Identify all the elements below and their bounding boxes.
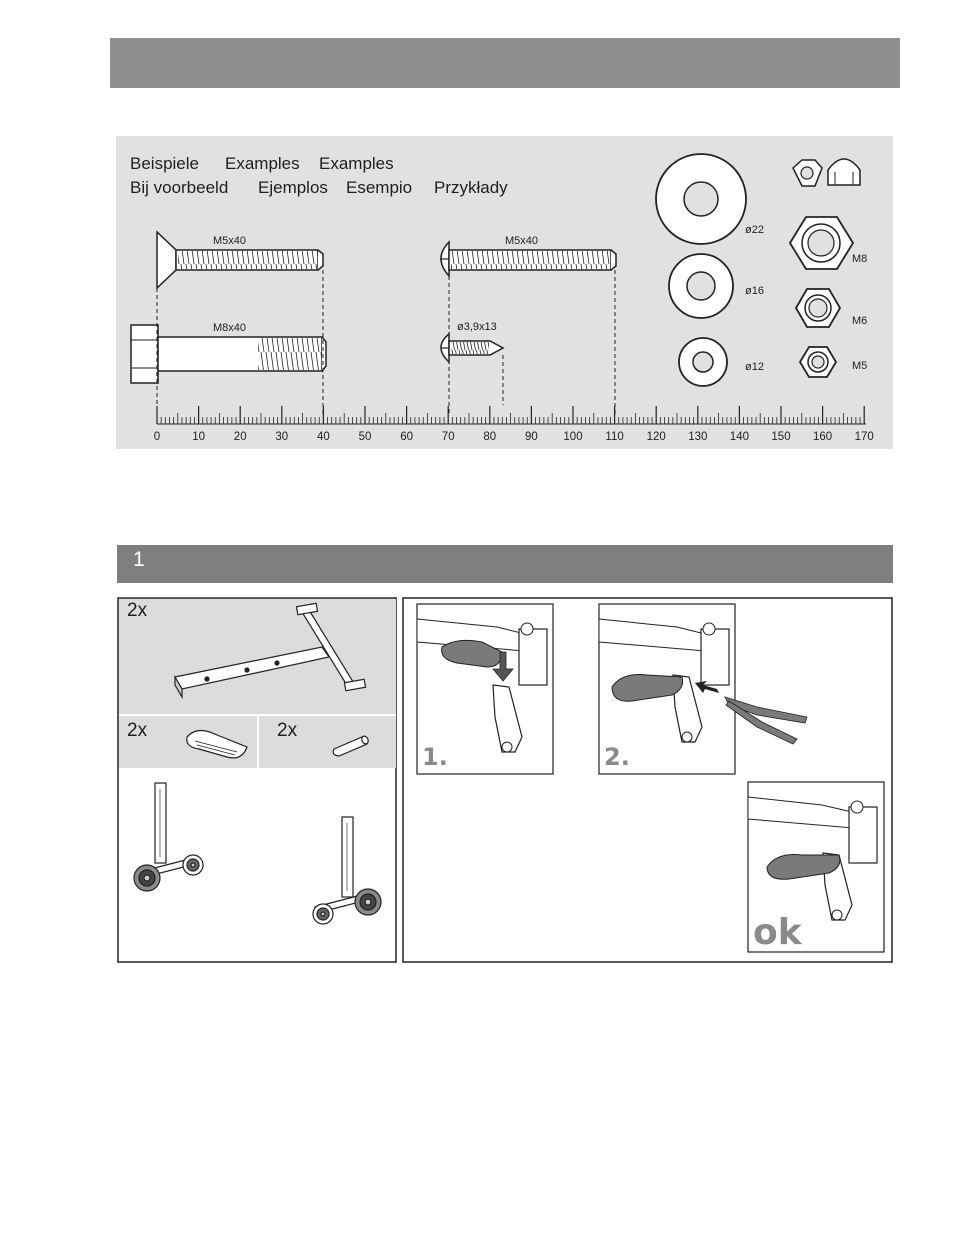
hex-nut-m5-icon (800, 347, 836, 377)
ruler-label: 50 (358, 431, 372, 443)
hardware-drawing (0, 0, 954, 460)
ruler-label: 40 (317, 431, 330, 443)
cap-nut-icon (828, 159, 860, 185)
detail-step-ok (748, 782, 884, 953)
hex-nut-m6-label: M6 (852, 315, 868, 327)
ruler-label: 130 (688, 431, 708, 443)
lang-label-pl: Przykłady (434, 178, 508, 197)
step-illustration (117, 597, 893, 963)
step-number: 1 (133, 548, 145, 571)
ruler-labels (154, 431, 874, 443)
stage-label-2: 2. (604, 743, 630, 771)
washer-16-icon (669, 254, 733, 318)
ruler-label: 150 (771, 431, 791, 443)
round-head-screw-label: M5x40 (505, 235, 539, 247)
detail-step-1 (417, 604, 553, 774)
ruler-label: 110 (605, 431, 624, 443)
countersunk-screw-label: M5x40 (213, 235, 247, 247)
lang-label-fr: Examples (319, 154, 394, 173)
ruler-label: 10 (192, 431, 205, 443)
ruler-label: 140 (729, 431, 749, 443)
washer-22-label: ø22 (745, 224, 764, 236)
frame-part-qty: 2x (127, 600, 148, 621)
lang-label-it: Esempio (346, 178, 413, 197)
hex-nut-m6-icon (796, 289, 840, 327)
hex-nut-m5-label: M5 (852, 360, 868, 372)
hex-nut-m8-label: M8 (852, 253, 868, 265)
stage-label-ok: ok (753, 912, 802, 953)
hex-bolt-label: M8x40 (213, 322, 247, 334)
ruler-label: 100 (563, 431, 583, 443)
ruler-label: 120 (646, 431, 666, 443)
ruler-label: 160 (813, 431, 833, 443)
ruler-label: 90 (525, 431, 538, 443)
ruler-label: 0 (153, 431, 161, 443)
lang-label-es: Ejemplos (258, 178, 328, 197)
ruler-label: 30 (275, 431, 289, 443)
ruler-label: 80 (483, 431, 497, 443)
small-nut-icon (793, 160, 822, 186)
ruler (157, 406, 866, 424)
tapping-screw-label: ø3,9x13 (457, 321, 497, 333)
pin-part-qty: 2x (277, 720, 298, 741)
washer-22-icon (656, 154, 746, 244)
hex-nut-m8-icon (790, 217, 853, 269)
foot-part-qty: 2x (127, 720, 148, 741)
tapping-screw-icon (441, 334, 503, 362)
lang-label-nl: Bij voorbeeld (130, 178, 229, 197)
lang-label-en: Examples (225, 154, 300, 173)
ruler-label: 70 (441, 431, 455, 443)
ruler-label: 170 (854, 431, 874, 443)
washer-12-label: ø12 (745, 361, 764, 373)
ruler-label: 60 (400, 431, 413, 443)
round-head-screw-icon (440, 242, 616, 276)
ruler-label: 20 (233, 431, 247, 443)
frame-part-cell (119, 599, 396, 714)
stage-label-1: 1. (422, 743, 448, 771)
lang-label-de: Beispiele (130, 154, 199, 173)
washer-16-label: ø16 (745, 285, 764, 297)
washer-12-icon (679, 338, 727, 386)
step-header-bar (117, 545, 893, 583)
